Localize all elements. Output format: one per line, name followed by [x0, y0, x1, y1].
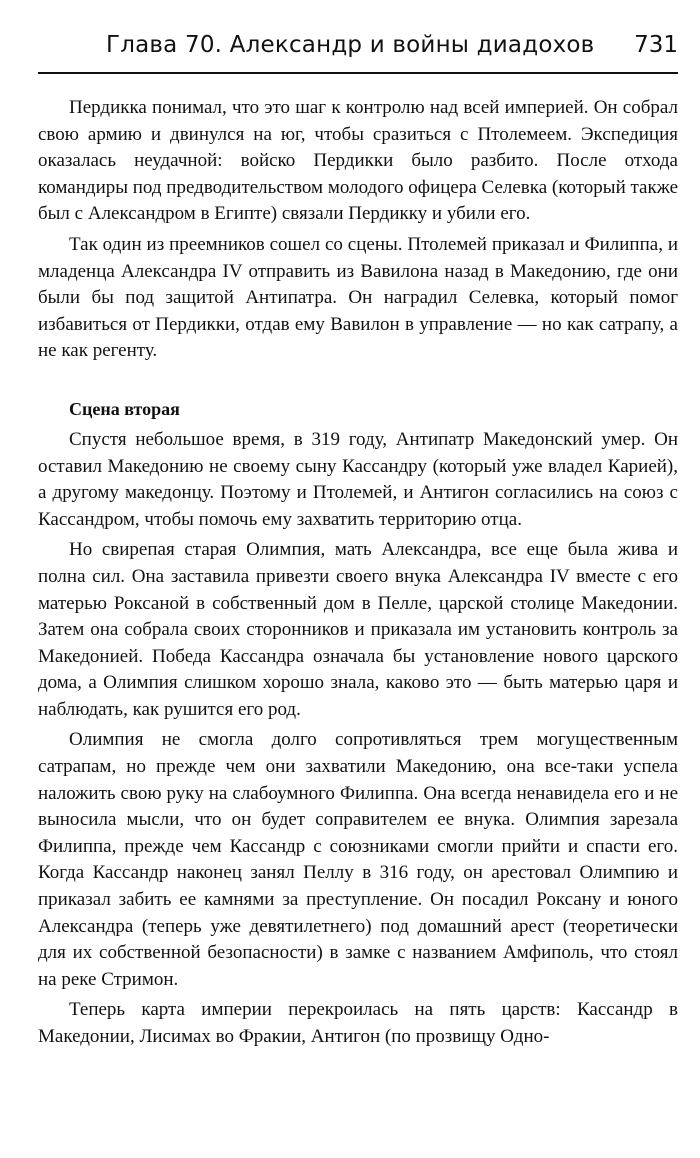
chapter-title: Глава 70. Александр и войны диадохов [106, 32, 595, 58]
paragraph: Теперь карта империи перекроилась на пять царств: Кассандр в Македонии, Лисимах во Фракии, Антигон (по прозвищу Одно- [38, 999, 678, 1047]
running-header [38, 28, 678, 74]
paragraph: Но свирепая старая Олимпия, мать Александра, все еще была жива и полна сил. Она заставила привезти своего внука Александра IV вместе с его матерью Роксаной в собственный дом в Пелле, царской столице Македонии. Затем она собрала своих сторонников и приказала им установить контроль за Македонией. Победа Кассандра означала бы установление нового царского дома, а Олимпия слишком хорошо знала, каково это — быть матерью царя и наблюдать, как рушится его род. [38, 539, 678, 720]
section-heading: Сцена вторая [69, 398, 180, 419]
paragraph: Олимпия не смогла долго сопротивляться трем могущественным сатрапам, но прежде чем они захватили Македонию, она все-таки успела наложить свою руку на слабоумного Филиппа. Она всегда ненавидела его и не выносила мысли, что он будет соправителем ее внука. Олимпия зарезала Филиппа, прежде чем Кассандр с союзниками смогли прийти и спасти его. Когда Кассандр наконец занял Пеллу в 316 году, он арестовал Олимпию и приказал забить ее камнями за преступление. Он посадил Роксану и юного Александра (теперь уже девятилетнего) под домашний арест (теоретически для их собственной безопасности) в замке с названием Амфиполь, что стоял на реке Стримон. [38, 729, 678, 990]
paragraph: Пердикка понимал, что это шаг к контролю над всей империей. Он собрал свою армию и двинулся на юг, чтобы сразиться с Птолемеем. Экспедиция оказалась неудачной: войско Пердикки было разбито. После отхода командиры под предводительством молодого офицера Селевка (который также был с Александром в Египте) связали Пердикку и убили его. [38, 97, 678, 225]
body-text [38, 95, 678, 1051]
paragraph: Спустя небольшое время, в 319 году, Антипатр Македонский умер. Он оставил Македонию не своему сыну Кассандру (который уже владел Карией), а другому македонцу. Поэтому и Птолемей, и Антигон согласились на союз с Кассандром, чтобы помочь ему захватить территорию отца. [38, 428, 678, 530]
paragraph: Так один из преемников сошел со сцены. Птолемей приказал и Филиппа, и младенца Александра IV отправить из Вавилона назад в Македонию, где они были бы под защитой Антипатра. Он наградил Селевка, который помог избавиться от Пердикки, отдав ему Вавилон в управление — но как сатрапу, а не как регенту. [38, 233, 678, 362]
page-number: 731 [634, 32, 678, 58]
